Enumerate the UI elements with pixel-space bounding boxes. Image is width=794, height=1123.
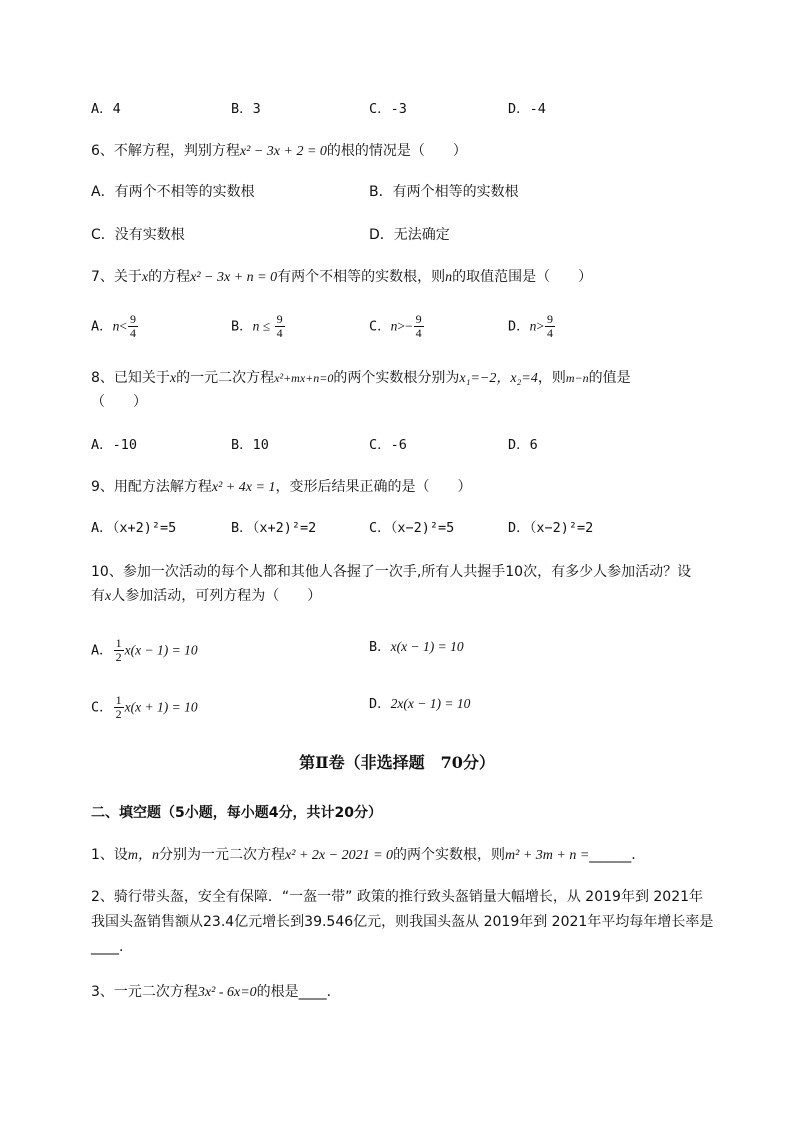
q8-var-x: x <box>169 371 177 386</box>
fraction-denominator: 2 <box>115 650 122 664</box>
fill-2-line2: 我国头盔销售额从23.4亿元增长到39.546亿元，则我国头盔从 2019年到 2021年平均每年增长率是 <box>91 914 714 930</box>
q7-var-x: x <box>141 270 149 285</box>
q7-option-c-fraction <box>414 313 424 340</box>
q7-option-c-sign: − <box>405 318 413 334</box>
q5-option-b: B．3 <box>231 101 261 117</box>
q8-stem <box>91 368 631 389</box>
f1-vars: m，n <box>127 848 160 863</box>
q5-option-d: D．-4 <box>508 101 546 117</box>
q7-option-b-lhs: n <box>252 318 260 334</box>
q7-option-b-rel: ≤ <box>259 318 274 334</box>
q7-option-a <box>91 313 139 340</box>
f3-equation: 3x² - 6x=0 <box>197 985 257 1000</box>
q7-option-c-lhs: n <box>390 318 398 334</box>
q6-equation: x² − 3x + 2 = 0 <box>239 144 327 159</box>
q9-equation: x² + 4x = 1 <box>211 480 276 495</box>
q8-text-2: 的一元二次方程 <box>176 370 275 386</box>
q7-text-3: 有两个不相等的实数根，则 <box>277 269 446 285</box>
fraction-denominator: 4 <box>130 326 137 340</box>
q10-var-x: x <box>105 589 112 604</box>
q7-option-d-lhs: n <box>529 318 537 334</box>
q10-option-a-expr: x(x − 1) = 10 <box>124 642 198 658</box>
q10-option-c <box>91 694 198 721</box>
fraction-denominator: 4 <box>276 326 283 340</box>
q7-option-a-rel: < <box>119 318 128 334</box>
fill-in-heading: 二、填空题（5小题，每小题4分，共计20分） <box>91 805 382 821</box>
f1-expr: m² + 3m + n = <box>505 848 590 863</box>
q10-option-d <box>369 694 470 714</box>
q8-option-a: A．-10 <box>91 437 138 453</box>
q9-option-c: C．（x−2)²=5 <box>369 520 455 536</box>
q10-option-d-label: D． <box>369 696 391 712</box>
fraction-numerator: 1 <box>115 693 122 707</box>
q9-option-a: A．（x+2)²=5 <box>91 520 177 536</box>
fraction-numerator: 9 <box>547 312 554 326</box>
q10-option-c-expr: x(x + 1) = 10 <box>124 699 198 715</box>
fraction-numerator: 9 <box>276 312 283 326</box>
f1-equation: x² + 2x − 2021 = 0 <box>285 848 394 863</box>
fraction-denominator: 2 <box>115 707 122 721</box>
fraction-numerator: 1 <box>115 636 122 650</box>
q7-option-b-label: B． <box>231 318 253 335</box>
q8-option-d: D．6 <box>508 437 538 453</box>
q5-option-c: C．-3 <box>369 101 407 117</box>
q7-option-c <box>369 313 425 340</box>
f1-text-2: 分别为一元二次方程 <box>159 847 286 863</box>
q10-option-d-expr: 2x(x − 1) = 10 <box>390 696 471 711</box>
q10-option-a <box>91 637 198 664</box>
q10-option-a-label: A． <box>91 642 113 659</box>
q10-option-c-fraction <box>114 694 124 721</box>
q6-option-d: D．无法确定 <box>369 227 450 243</box>
q7-var-n: n <box>445 270 453 285</box>
f1-answer-blank: ______. <box>589 847 636 863</box>
q10-option-a-fraction <box>114 637 124 664</box>
q8-text-5: 的值是 <box>588 370 631 386</box>
q6-stem <box>91 141 467 162</box>
q10-option-b-label: B． <box>369 639 391 655</box>
q7-option-d-fraction <box>545 313 555 340</box>
q7-option-d-rel: > <box>536 318 545 334</box>
q7-option-c-label: C． <box>369 318 391 335</box>
fill-1-stem <box>91 845 636 866</box>
q6-stem-end: 的根的情况是（ ） <box>326 143 467 159</box>
fill-3-stem <box>91 982 331 1003</box>
fraction-numerator: 9 <box>415 312 422 326</box>
q9-option-b: B．（x+2)²=2 <box>231 520 317 536</box>
fill-2-line1: 2、骑行带头盔，安全有保障．“一盔一带” 政策的推行致头盔销量大幅增长，从 2019年到 2021年 <box>91 889 704 905</box>
q7-stem <box>91 267 592 288</box>
q7-option-d-label: D． <box>508 318 530 335</box>
q8-text-3: 的两个实数根分别为 <box>333 370 460 386</box>
q8-equation: x²+mx+n=0 <box>274 371 334 385</box>
q8-option-c: C．-6 <box>369 437 407 453</box>
q10-text-2: 人参加活动，可列方程为（ ） <box>111 588 322 604</box>
q9-text-2: ，变形后结果正确的是（ ） <box>275 479 472 495</box>
f1-text-3: 的两个实数根，则 <box>393 847 506 863</box>
q9-text-1: 9、用配方法解方程 <box>91 479 212 495</box>
q7-equation: x² − 3x + n = 0 <box>190 270 278 285</box>
q7-option-a-label: A． <box>91 318 113 335</box>
q8-text-4: ，则 <box>537 370 566 386</box>
f3-text-1: 3、一元二次方程 <box>91 984 198 1000</box>
q7-text-1: 7、关于 <box>91 269 142 285</box>
fraction-numerator: 9 <box>130 312 137 326</box>
q6-option-a: A．有两个不相等的实数根 <box>91 184 255 200</box>
q10-stem-line1: 10、参加一次活动的每个人都和其他人各握了一次手,所有人共握手10次，有多少人参加活动？设 <box>91 564 692 580</box>
q7-text-4: 的取值范围是（ ） <box>452 269 593 285</box>
q8-text-1: 8、已知关于 <box>91 370 170 386</box>
q10-option-b-expr: x(x − 1) = 10 <box>390 639 464 654</box>
q10-option-b <box>369 637 464 657</box>
fraction-denominator: 4 <box>415 326 422 340</box>
q7-option-b-fraction <box>275 313 285 340</box>
q7-option-c-rel: > <box>397 318 406 334</box>
q8-option-b: B．10 <box>231 437 269 453</box>
q8-expr: m−n <box>565 371 589 385</box>
q7-option-a-lhs: n <box>112 318 120 334</box>
q6-stem-text: 6、不解方程，判别方程 <box>91 143 240 159</box>
q10-stem-line2 <box>91 586 321 607</box>
fill-2-answer-blank: ____. <box>91 939 124 955</box>
q5-option-a: A．4 <box>91 101 121 117</box>
q8-roots: x₁=−2，x₂=4 <box>459 371 538 386</box>
q7-text-2: 的方程 <box>148 269 191 285</box>
q7-option-d <box>508 313 556 340</box>
q8-paren: （ ） <box>91 394 147 410</box>
q9-stem <box>91 477 471 498</box>
q7-option-b <box>231 313 286 340</box>
part-2-title: 第Ⅱ卷（非选择题 70分） <box>299 753 495 772</box>
f3-text-2: 的根是____. <box>256 984 332 1000</box>
q10-option-c-label: C． <box>91 699 113 716</box>
q6-option-c: C．没有实数根 <box>91 227 185 243</box>
q9-option-d: D．（x−2)²=2 <box>508 520 594 536</box>
fraction-denominator: 4 <box>547 326 554 340</box>
f1-text-1: 1、设 <box>91 847 128 863</box>
q6-option-b: B．有两个相等的实数根 <box>369 184 519 200</box>
q10-text-1: 有 <box>91 588 105 604</box>
q7-option-a-fraction <box>128 313 138 340</box>
